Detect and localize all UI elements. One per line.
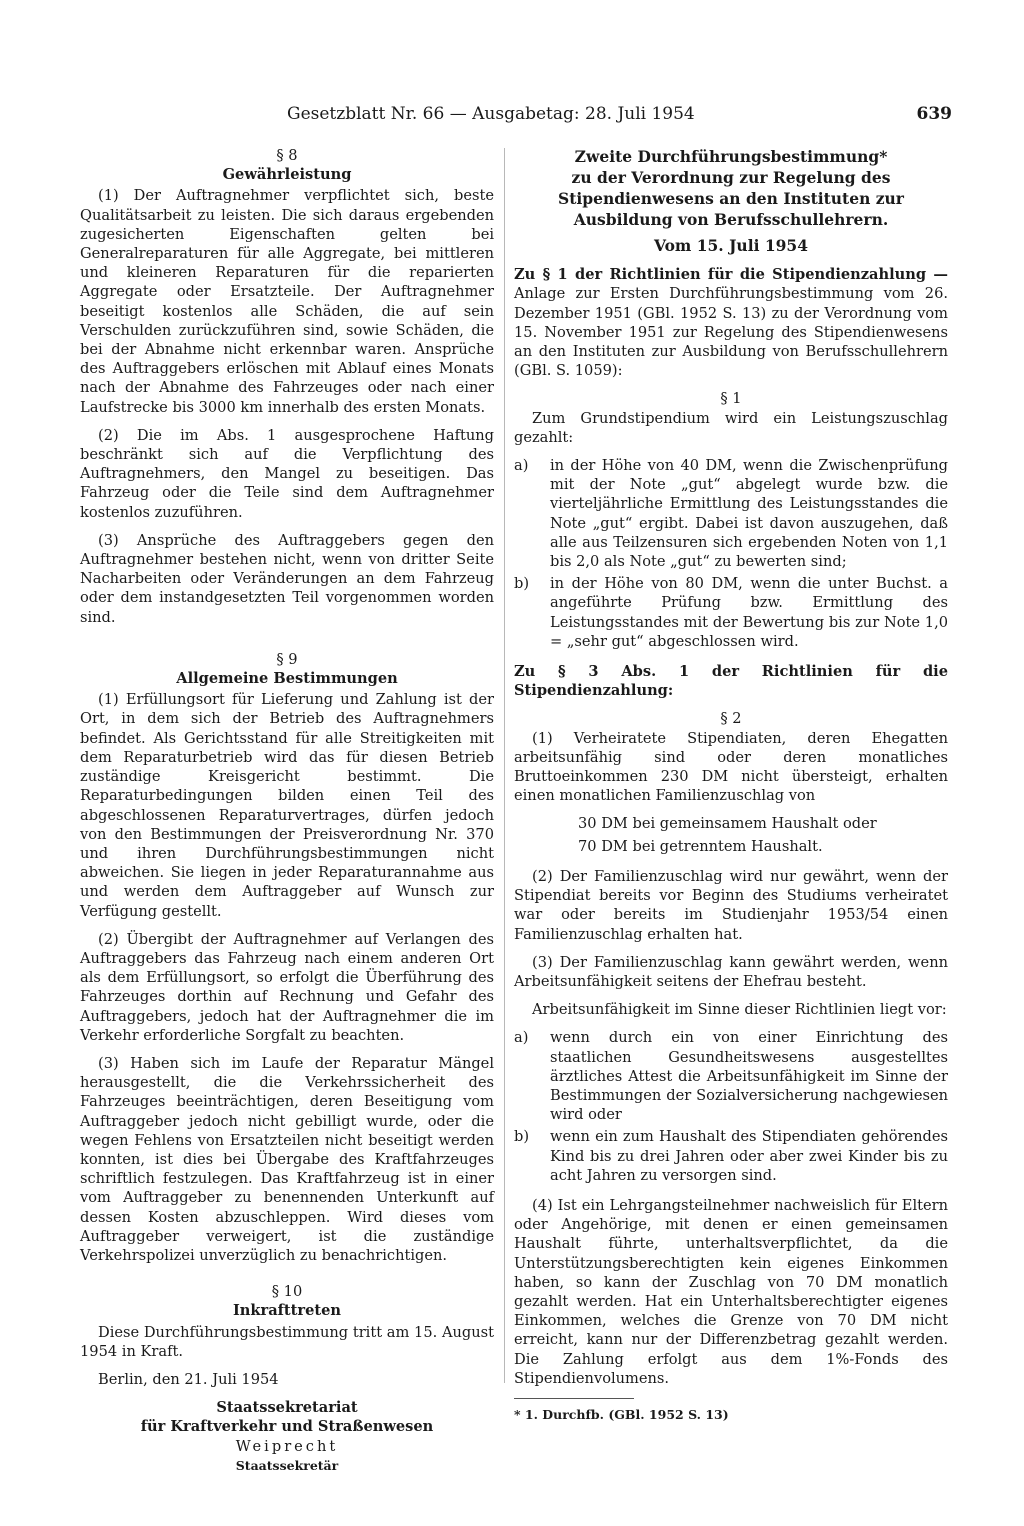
footnote: * 1. Durchfb. (GBl. 1952 S. 13) [514,1406,729,1422]
section-1-item-a [514,456,948,571]
section-9-number: § 9 [276,650,298,668]
signature-role: Staatssekretär [235,1457,339,1473]
section-2-paragraph-1: (1) Verheiratete Stipendiaten, deren Ehegatten arbeitsunfähig sind oder deren monatliches Bruttoeinkommen 230 DM nicht übersteigt, erhalten einen monatlichen Familienzuschlag von [514,729,948,805]
section-9-paragraph-2: (2) Übergibt der Auftragnehmer auf Verlangen des Auftraggebers das Fahrzeug nach einem anderen Ort als dem Erfüllungsort, so erfolgt die Überführung des Fahrzeuges dorthin auf Rechnung und Gefahr des Auftraggebers, jedoch hat der Auftragnehmer die im Verkehr erforderliche Sorgfalt zu beachten. [80,930,494,1044]
section-2-paragraph-3b: Arbeitsunfähigkeit im Sinne dieser Richtlinien liegt vor: [532,1001,947,1019]
section-2-number: § 2 [720,710,742,728]
section-1-number: § 1 [720,390,742,408]
section-2-paragraph-3: (3) Der Familienzuschlag kann gewährt werden, wenn Arbeitsunfähigkeit seitens der Ehefrau besteht. [514,953,948,990]
regulation-title-line-2: zu der Verordnung zur Regelung des Stipendienwesens an den Instituten zur Ausbildung von Berufsschullehrern. [558,168,904,229]
section-1-intro: Zum Grundstipendium wird ein Leistungszuschlag gezahlt: [514,409,948,446]
item-text: in der Höhe von 40 DM, wenn die Zwischenprüfung mit der Note „gut“ abgelegt wurde bzw. die vierteljährliche Ermittlung des Leistungsstandes die Note „gut“ ergibt. Dabei ist davon auszugehen, daß alle aus Teilzensuren sich ergebenden Noten von 1,1 bis 2,0 als Note „gut“ zu bewerten sind; [550,457,948,571]
reference-2: Zu § 3 Abs. 1 der Richtlinien für die Stipendienzahlung: [514,663,948,700]
reference-1-text: Anlage zur Ersten Durchführungsbestimmung vom 26. Dezember 1951 (GBl. 1952 S. 13) zu der Verordnung vom 15. November 1951 zur Regelung des Stipendienwesens an den Instituten zur Ausbildung von Berufsschullehrern (GBl. S. 1059): [514,285,948,380]
gazette-title: Gesetzblatt Nr. 66 — Ausgabetag: 28. Juli 1954 [287,104,695,124]
footnote-rule [514,1398,634,1399]
item-label: a) [514,1029,529,1047]
item-text: wenn durch ein von einer Einrichtung des staatlichen Gesundheitswesens ausgestelltes ärztliches Attest die Arbeitsunfähigkeit im Sinne der Bestimmungen der Sozialversicherung nachgewiesen wird oder [550,1029,948,1124]
signature-org-2: für Kraftverkehr und Straßenwesen [140,1418,434,1436]
section-2-item-b [514,1127,948,1185]
section-8-paragraph-3: (3) Ansprüche des Auftraggebers gegen den Auftragnehmer bestehen nicht, wenn von dritter Seite Nacharbeiten oder Veränderungen an dem Fahrzeug oder dem instandgesetzten Teil vorgenommen worden sind. [80,531,494,626]
page-header [82,104,952,128]
section-9-title: Allgemeine Bestimmungen [176,670,398,688]
section-2-line-1: 30 DM bei gemeinsamem Haushalt oder [578,815,877,833]
section-2-item-a [514,1028,948,1124]
section-9-paragraph-3: (3) Haben sich im Laufe der Reparatur Mängel herausgestellt, die die Verkehrssicherheit des Fahrzeuges beeinträchtigen, deren Beseitigung vom Auftraggeber jedoch nicht gebilligt wurde, oder die wegen Fehlens von Ersatzteilen nicht beseitigt werden konnten, ist dies bei Übergabe des Kraftfahrzeuges schriftlich festzulegen. Das Kraftfahrzeug ist in einer vom Auftraggeber zu benennenden Unterkunft auf dessen Kosten abzuschleppen. Wird dieses vom Auftraggeber verweigert, ist die zuständige Verkehrspolizei unverzüglich zu benachrichtigen. [80,1054,494,1264]
section-2-paragraph-2: (2) Der Familienzuschlag wird nur gewährt, wenn der Stipendiat bereits vor Beginn des Studiums verheiratet war oder bereits im Studienjahr 1953/54 einen Familienzuschlag erhalten hat. [514,867,948,943]
regulation-date: Vom 15. Juli 1954 [653,236,809,255]
section-8-title: Gewährleistung [222,166,352,184]
section-9-paragraph-1: (1) Erfüllungsort für Lieferung und Zahlung ist der Ort, in dem sich der Betrieb des Auftragnehmers befindet. Als Gerichtsstand für alle Streitigkeiten mit dem Reparaturbetrieb wird das für diesen Betrieb zuständige Kreisgericht bestimmt. Die Reparaturbedingungen bilden einen Teil des abgeschlossenen Reparaturvertrages, dürfen jedoch von den Bestimmungen der Preisverordnung Nr. 370 und ihren Durchführungsbestimmungen nicht abweichen. Sie liegen in jeder Reparaturannahme aus und werden dem Auftraggeber auf Wunsch zur Verfügung gestellt. [80,691,494,920]
item-label: a) [514,457,529,475]
section-10-number: § 10 [271,1283,303,1301]
section-2-line-2: 70 DM bei getrenntem Haushalt. [578,837,823,855]
signature-org-1: Staatssekretariat [216,1399,358,1417]
section-1-item-b [514,574,948,651]
page-number: 639 [916,104,952,124]
signature-name: Weiprecht [235,1437,339,1455]
reference-1 [514,265,948,380]
section-8-number: § 8 [276,147,298,164]
left-column [80,146,494,1475]
regulation-title-line-1: Zweite Durchführungsbestimmung* [574,147,888,166]
item-text: in der Höhe von 80 DM, wenn die unter Buchst. a angeführte Prüfung bzw. Ermittlung des Leistungsstandes mit der Bewertung bis zur Note 1,0 = „sehr gut“ abgeschlossen wird. [550,575,948,650]
column-divider [504,148,505,1383]
item-label: b) [514,1128,530,1146]
section-8-paragraph-1: (1) Der Auftragnehmer verpflichtet sich, beste Qualitätsarbeit zu leisten. Die sich daraus ergebenden zugesicherten Eigenschaften gelten bei Generalreparaturen für alle Aggregate, bei mittleren und kleineren Reparaturen für die reparierten Aggregate oder Ersatzteile. Der Auftragnehmer beseitigt kostenlos alle Schäden, die auf sein Verschulden zurückzuführen sind, sowie Schäden, die bei der Abnahme nicht erkennbar waren. Ansprüche des Auftraggebers erlöschen mit Ablauf eines Monats nach der Abnahme des Fahrzeuges oder nach einer Laufstrecke bis 3000 km innerhalb des ersten Monats. [80,187,494,416]
item-label: b) [514,575,530,593]
section-8-paragraph-2: (2) Die im Abs. 1 ausgesprochene Haftung beschränkt sich auf die Verpflichtung des Auftragnehmers, den Mangel zu beseitigen. Das Fahrzeug oder die Teile sind dem Auftragnehmer kostenlos zuzuführen. [80,426,494,521]
place-and-date: Berlin, den 21. Juli 1954 [98,1370,279,1388]
item-text: wenn ein zum Haushalt des Stipendiaten gehörendes Kind bis zu drei Jahren oder aber zwei Kinder bis zu acht Jahren zu versorgen sind. [550,1128,948,1184]
section-10-paragraph-1: Diese Durchführungsbestimmung tritt am 15. August 1954 in Kraft. [80,1323,494,1360]
section-10-title: Inkrafttreten [232,1302,342,1320]
section-2-paragraph-4: (4) Ist ein Lehrgangsteilnehmer nachweislich für Eltern oder Angehörige, mit denen er einen gemeinsamen Haushalt führte, unterhaltsverpflichtet, da die Unterstützungsberechtigten kein eigenes Einkommen haben, so kann der Zuschlag von 70 DM monatlich gezahlt werden. Hat ein Unterhaltsberechtigter eigenes Einkommen, welches die Grenze von 70 DM nicht erreicht, kann nur der Differenzbetrag gezahlt werden. Die Zahlung erfolgt aus dem 1%-Fonds des Stipendienvolumens. [514,1196,948,1387]
reference-1-heading: Zu § 1 der Richtlinien für die Stipendienzahlung — [514,266,948,284]
right-column [514,146,948,1424]
